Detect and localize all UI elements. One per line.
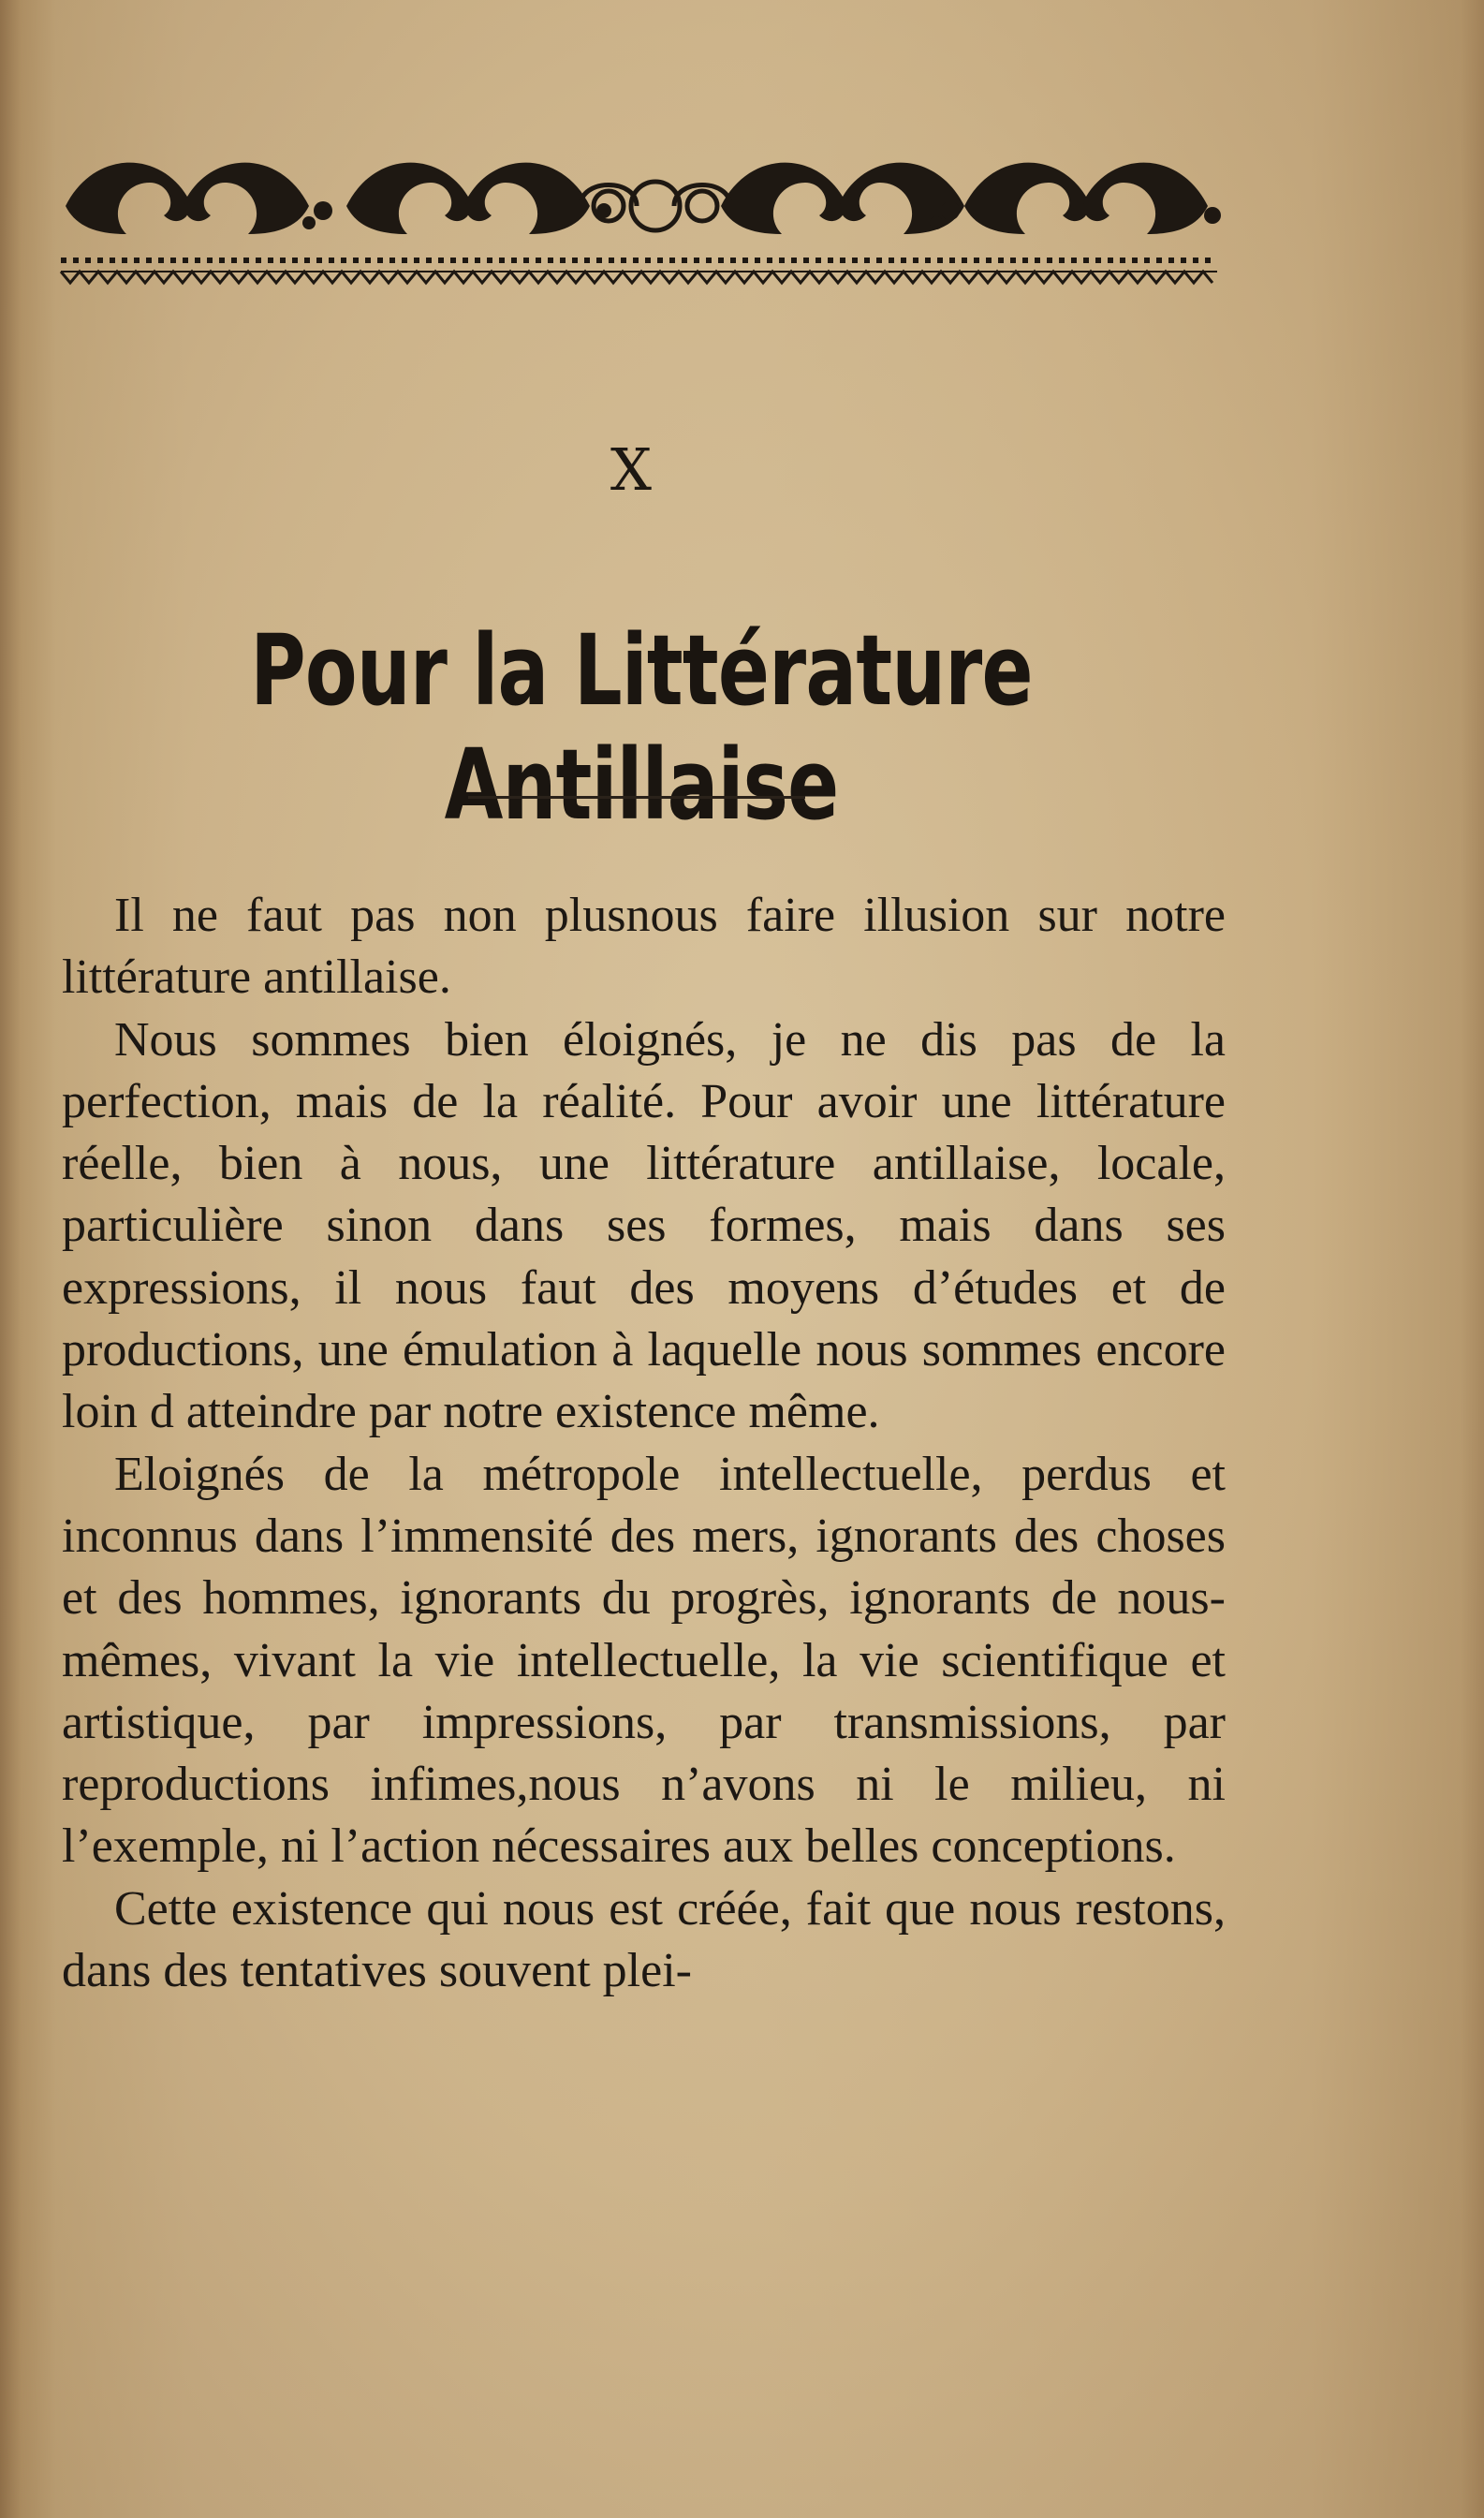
scroll-motif (66, 163, 309, 234)
title-underline-rule (468, 796, 805, 799)
body-text (62, 885, 1226, 2002)
paragraph: Il ne faut pas non plusnous faire illusion sur notre littérature antillaise. (62, 889, 1226, 1005)
paragraph: Eloignés de la métropole intellectuelle, perdus et inconnus dans l’immensité des mers, ignorants des choses et des hommes, ignorants du progrès, ignorants de nous-mêmes, vivant la vie intellectuelle, la vie scientifique et artistique, par impressions, par transmissions, par reproductions infimes,nous n’avons ni le milieu, ni l’exemple, ni l’action nécessaires aux belles conceptions. (62, 1447, 1226, 1874)
paragraph: Nous sommes bien éloignés, je ne dis pas de la perfection, mais de la réalité. Pour avoir une littérature réelle, bien à nous, une littérature antillaise, locale, particulière sinon dans ses formes, mais dans ses expressions, il nous faut des moyens d’études et de productions, une émulation à laquelle nous sommes encore loin d atteindre par notre existence même. (62, 1012, 1226, 1439)
chapter-number: X (610, 435, 654, 504)
paragraph: Cette existence qui nous est créée, fait que nous restons, dans des tentatives souvent plei- (62, 1881, 1226, 1998)
decorative-header-ornament (56, 140, 1222, 295)
chapter-title: Pour la Littérature Antillaise (250, 613, 1033, 842)
